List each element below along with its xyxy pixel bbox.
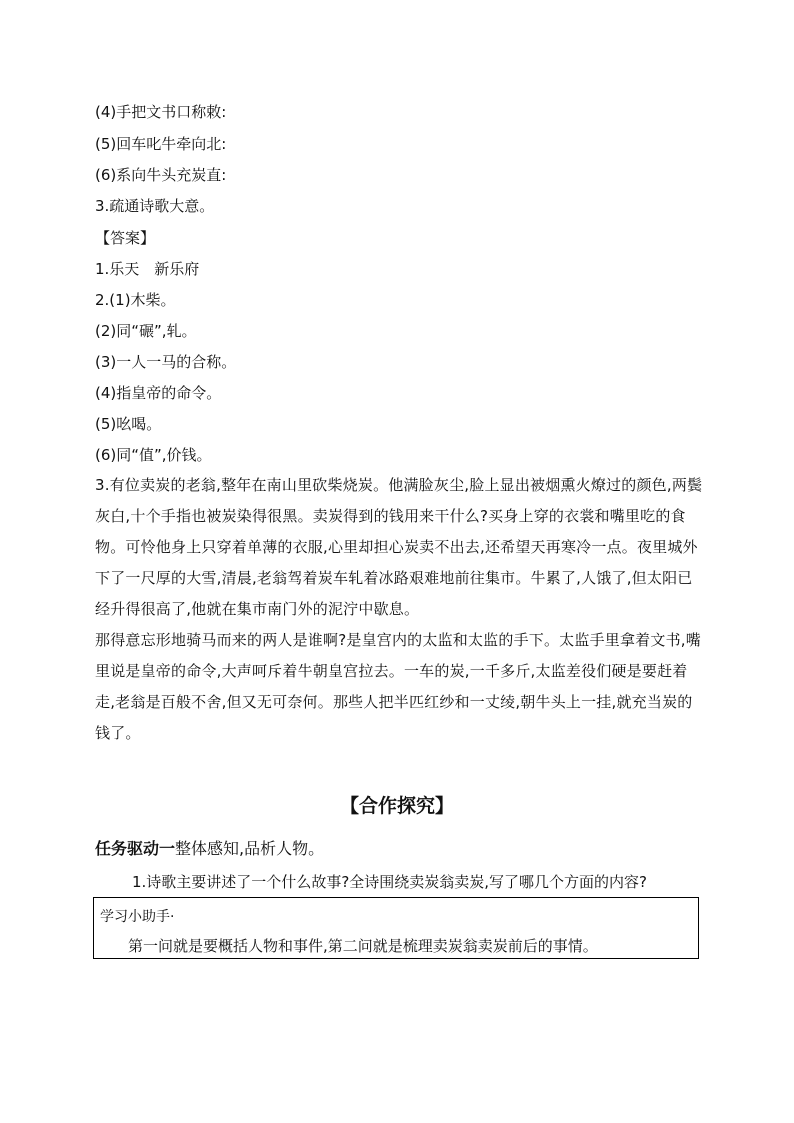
helper-text: 第一问就是要概括人物和事件,第二问就是梳理卖炭翁卖炭前后的事情。 [128, 937, 598, 955]
learning-helper-box [93, 897, 699, 959]
answer-2-4: (4)指皇帝的命令。 [95, 384, 222, 402]
discussion-question-1: 1.诗歌主要讲述了一个什么故事?全诗围绕卖炭翁卖炭,写了哪几个方面的内容? [132, 873, 648, 891]
answer-3-paragraph-1: 3.有位卖炭的老翁,整年在南山里砍柴烧炭。他满脸灰尘,脸上显出被烟熏火燎过的颜色,两鬓灰白,十个手指也被炭染得很黑。卖炭得到的钱用来干什么?买身上穿的衣裳和嘴里吃的食物。可怜他身上只穿着单薄的衣服,心里却担心炭卖不出去,还希望天再寒冷一点。夜里城外下了一尺厚的大雪,清晨,老翁驾着炭车轧着冰路艰难地前往集市。牛累了,人饿了,但太阳已经升得很高了,他就在集市南门外的泥泞中歇息。 [95, 476, 703, 618]
question-line-5: (5)回车叱牛牵向北: [95, 135, 227, 153]
answer-1: 1.乐天 新乐府 [95, 260, 200, 278]
answer-2-5: (5)吆喝。 [95, 415, 162, 433]
question-3: 3.疏通诗歌大意。 [95, 197, 215, 215]
helper-title: 学习小助手· [100, 909, 175, 925]
question-line-4: (4)手把文书口称敕: [95, 103, 227, 121]
task-heading [95, 836, 324, 859]
answer-2-6: (6)同“值”,价钱。 [95, 446, 212, 464]
section-title: 【合作探究】 [339, 795, 454, 817]
answer-3-paragraph-2: 那得意忘形地骑马而来的两人是谁啊?是皇宫内的太监和太监的手下。太监手里拿着文书,嘴里说是皇帝的命令,大声呵斥着牛朝皇宫拉去。一车的炭,一千多斤,太监差役们硬是要赶着走,老翁是百般不舍,但又无可奈何。那些人把半匹红纱和一丈绫,朝牛头上一挂,就充当炭的钱了。 [95, 631, 701, 742]
task-text: 整体感知,品析人物。 [175, 839, 325, 858]
answer-2-3: (3)一人一马的合称。 [95, 353, 237, 371]
question-line-6: (6)系向牛头充炭直: [95, 166, 227, 184]
answer-2-1: 2.(1)木柴。 [95, 291, 176, 309]
answer-heading: 【答案】 [95, 229, 156, 247]
task-label: 任务驱动一 [95, 839, 176, 858]
answer-2-2: (2)同“碾”,轧。 [95, 322, 197, 340]
